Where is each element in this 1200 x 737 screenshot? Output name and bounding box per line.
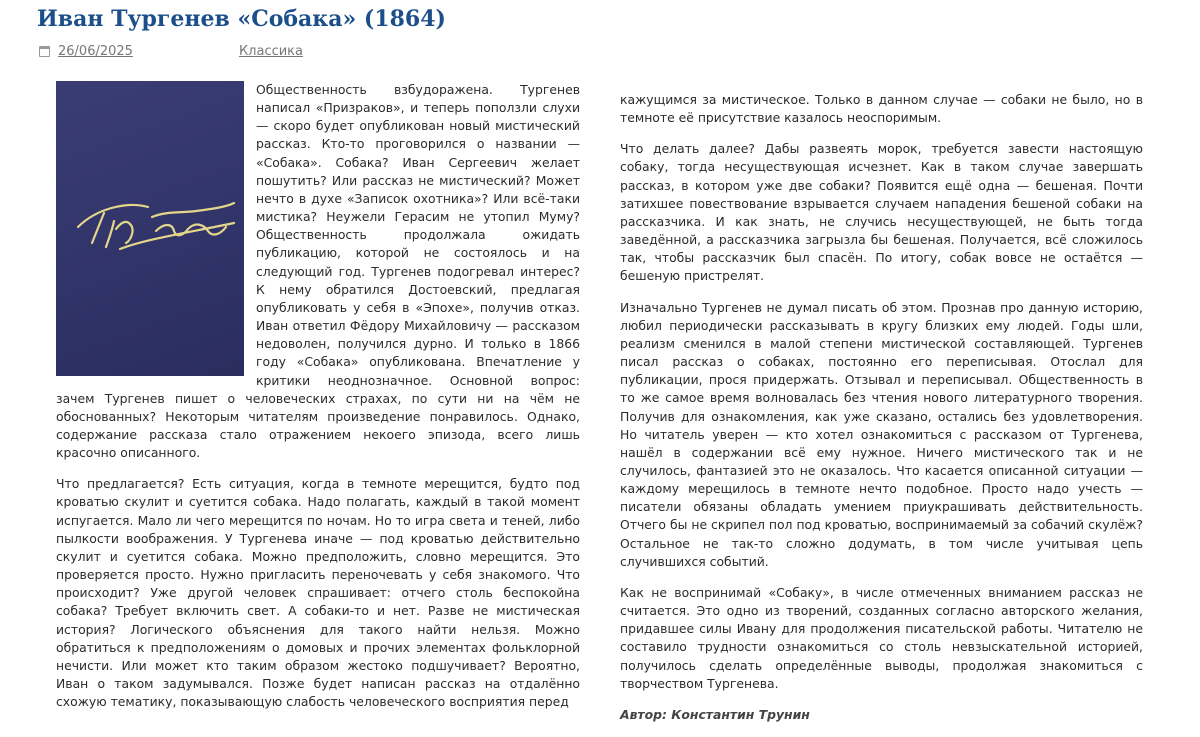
- article-column-left: [56, 81, 580, 724]
- article-meta: [39, 43, 303, 59]
- calendar-icon: [39, 46, 50, 57]
- signature-drawing: [56, 81, 244, 376]
- article-column-right: [620, 91, 1143, 737]
- author-credit: Автор: Константин Трунин: [620, 706, 810, 722]
- article-title: Иван Тургенев «Собака» (1864): [37, 6, 446, 32]
- category-link[interactable]: Классика: [238, 43, 304, 59]
- paragraph: Что делать далее? Дабы развеять морок, требуется завести настоящую собаку, тогда несуществующая исчезнет. Как в таком случае завершать рассказ, в котором уже две собаки? Появится ещё одна — бешеная. Почти затихшее повествование взрывается случаем нападения бешеной собаки на рассказчика. И как знать, не случись несуществующей, не быть тогда заведённой, а рассказчика загрызла бы бешеная. Получается, всё сложилось так, чтобы рассказчик был спасён. По итогу, собак вовсе не остаётся — бешеную пристрелят.: [620, 141, 1143, 284]
- paragraph: Изначально Тургенев не думал писать об этом. Прознав про данную историю, любил периодически рассказывать в кругу близких ему людей. Годы шли, реализм сменился в малой степени мистической составляющей. Тургенев писал рассказ о собаках, постоянно его переписывая. Отослал для публикации, прося придержать. Отзывал и переписывал. Общественность в то же самое время волновалась без чтения нового литературного творения. Получив для ознакомления, как уже сказано, остались без удовлетворения. Но читатель уверен — кто хотел ознакомиться с рассказом от Тургенева, нашёл в содержании всё ему нужное. Ничего мистического так и не случилось, фантазией это не оказалось. Что касается описанной ситуации — каждому мерещилось в темноте нечто подобное. Просто надо учесть — писатели обязаны обладать умением приукрашивать действительность. Отчего бы не скрипел пол под кроватью, воспринимаемый за собачий скулёж? Остальное не так-то сложно додумать, в том числе учитывая цепь случившихся событий.: [620, 299, 1143, 569]
- date-link[interactable]: 26/06/2025: [58, 43, 133, 59]
- book-cover-image: [56, 81, 244, 376]
- paragraph: Как не воспринимай «Собаку», в числе отмеченных вниманием рассказ не считается. Это одно из творений, созданных согласно авторского желания, придавшее силы Ивану для продолжения писательской работы. Читателю не составило трудности ознакомиться со столь невзыскательной историей, получилось сделать определённые выводы, продолжая знакомиться с творчеством Тургенева.: [620, 584, 1143, 691]
- paragraph: кажущимся за мистическое. Только в данном случае — собаки не было, но в темноте её присутствие казалось неоспоримым.: [620, 92, 1143, 126]
- paragraph: Общественность взбудоражена. Тургенев написал «Призраков», и теперь поползли слухи — скоро будет опубликован новый мистический рассказ. Кто-то проговорился о названии — «Собака». Собака? Иван Сергеевич желает пошутить? Или рассказ не мистический? Может нечто в духе «Записок охотника»? Или всё-таки мистика? Неужели Герасим не утопил Муму? Общественность продолжала ожидать публикацию, которой не состоялось и на следующий год. Тургенев подогревал интерес? К нему обратился Достоевский, предлагая опубликовать у себя в «Эпохе», получив отказ. Иван ответил Фёдору Михайловичу — рассказом недоволен, получился дурно. И только в 1866 году «Собака» опубликована. Впечатление у критики неоднозначное. Основной вопрос: зачем Тургенев пишет о человеческих страхах, по сути ни на чём не обоснованных? Некоторым читателям произведение понравилось. Однако, содержание рассказа стало отражением некоего эпизода, всего лишь красочно описанного.: [56, 82, 580, 461]
- paragraph: Что предлагается? Есть ситуация, когда в темноте мерещится, будто под кроватью скулит и суетится собака. Надо полагать, каждый в такой момент испугается. Мало ли чего мерещится по ночам. Но то игра света и теней, либо пылкости воображения. У Тургенева иначе — под кроватью действительно скулит и суетится собака. Можно предположить, словно мерещится. Это проверяется просто. Нужно пригласить переночевать у себя знакомого. Что происходит? Уже другой человек спрашивает: отчего столь беспокойна собака? Требует включить свет. А собаки-то и нет. Разве не мистическая история? Логического объяснения для такого найти нельзя. Можно обратиться к предположениям о домовых и прочих элементах фольклорной нечисти. Или может кто таким образом жестоко подшучивает? Вероятно, Иван о таком задумывался. Позже будет написан рассказ на отдалённо схожую тематику, показывающую слабость человеческого восприятия перед: [56, 476, 580, 710]
